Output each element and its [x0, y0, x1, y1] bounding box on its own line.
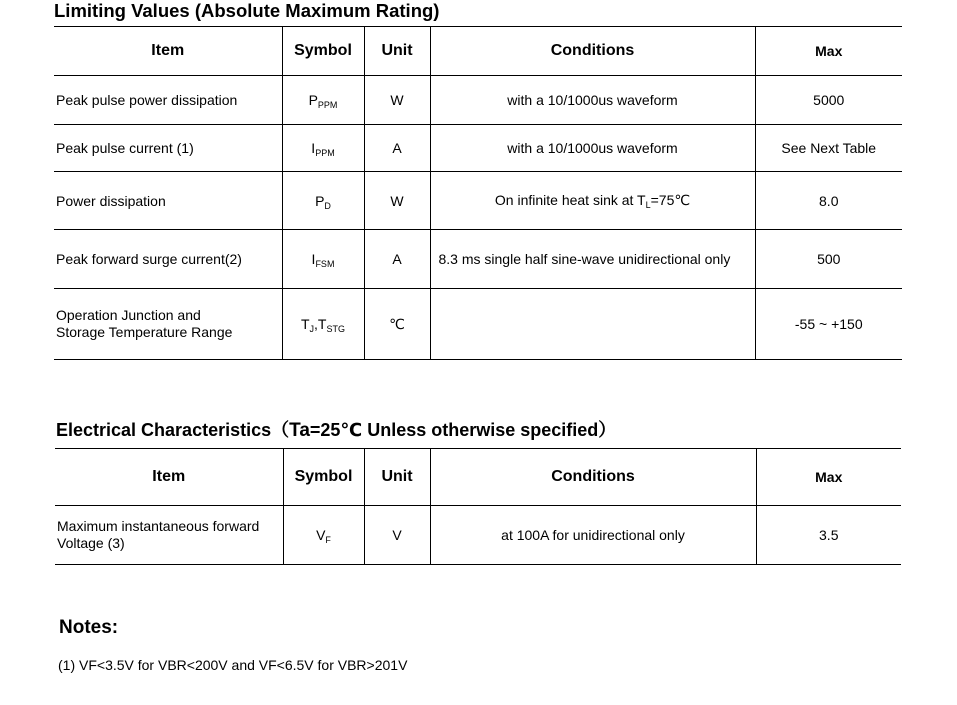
limiting-values-title: Limiting Values (Absolute Maximum Rating)	[54, 0, 440, 21]
conditions-cell: On infinite heat sink at $T_L=75℃$	[430, 172, 755, 230]
unit-cell: W	[364, 76, 430, 125]
item-cell: Peak pulse current (1)	[54, 125, 282, 172]
symbol-cell: $V_F$	[283, 506, 364, 565]
conditions-cell	[430, 289, 755, 360]
header-conditions: Conditions	[430, 449, 756, 506]
table-row	[54, 289, 902, 360]
symbol-cell: $P_D$	[282, 172, 364, 230]
conditions-cell: with a 10/1000us waveform	[430, 76, 755, 125]
header-conditions: Conditions	[430, 27, 755, 76]
max-cell: 5000	[755, 76, 902, 125]
header-item: Item	[55, 449, 283, 506]
symbol-cell: $P_{PPM}$	[282, 76, 364, 125]
conditions-cell: with a 10/1000us waveform	[430, 125, 755, 172]
table-header-row	[54, 27, 902, 76]
header-item: Item	[54, 27, 282, 76]
unit-cell: A	[364, 125, 430, 172]
unit-cell: V	[364, 506, 430, 565]
limiting-values-table	[54, 26, 902, 360]
electrical-characteristics-title: Electrical Characteristics（Ta=25℃ Unless otherwise specified）	[56, 420, 617, 441]
symbol-cell: $I_{FSM}$	[282, 230, 364, 289]
table-row	[54, 230, 902, 289]
electrical-characteristics-table	[55, 448, 901, 565]
max-cell: 3.5	[756, 506, 901, 565]
table-header-row	[55, 449, 901, 506]
item-cell: Maximum instantaneous forward Voltage (3)	[55, 506, 283, 565]
header-unit: Unit	[364, 449, 430, 506]
header-symbol: Symbol	[283, 449, 364, 506]
table-row	[54, 172, 902, 230]
max-cell: See Next Table	[755, 125, 902, 172]
header-max: Max	[755, 27, 902, 76]
unit-cell: W	[364, 172, 430, 230]
header-max: Max	[756, 449, 901, 506]
item-cell: Peak pulse power dissipation	[54, 76, 282, 125]
symbol-cell: $T_J,T_{STG}$	[282, 289, 364, 360]
note-item: (1) VF<3.5V for VBR<200V and VF<6.5V for VBR>201V	[58, 657, 408, 673]
table-row	[54, 125, 902, 172]
table-row	[55, 506, 901, 565]
item-cell: Peak forward surge current(2)	[54, 230, 282, 289]
conditions-cell: at 100A for unidirectional only	[430, 506, 756, 565]
symbol-cell: $I_{PPM}$	[282, 125, 364, 172]
item-cell: Operation Junction and Storage Temperature Range	[54, 289, 282, 360]
item-cell: Power dissipation	[54, 172, 282, 230]
header-symbol: Symbol	[282, 27, 364, 76]
table-row	[54, 76, 902, 125]
max-cell: 8.0	[755, 172, 902, 230]
notes-title: Notes:	[59, 617, 119, 638]
conditions-cell: 8.3 ms single half sine-wave unidirectional only	[430, 230, 755, 289]
unit-cell: ℃	[364, 289, 430, 360]
unit-cell: A	[364, 230, 430, 289]
header-unit: Unit	[364, 27, 430, 76]
max-cell: 500	[755, 230, 902, 289]
max-cell: -55 ~ +150	[755, 289, 902, 360]
